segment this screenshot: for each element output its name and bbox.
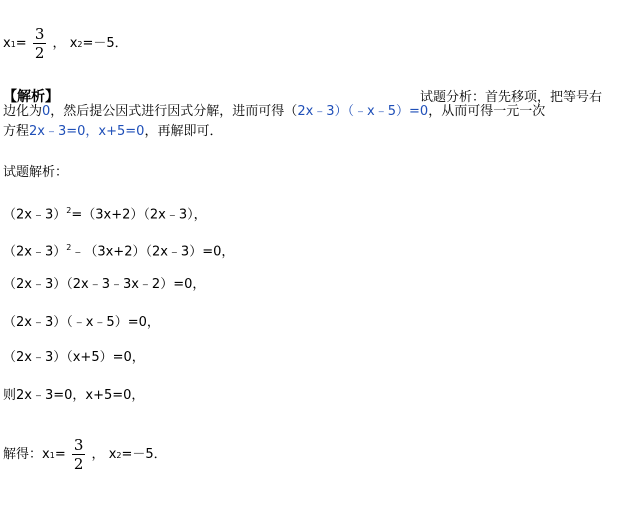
fraction-denominator: 2 (34, 44, 45, 62)
x2-variable: x (69, 36, 78, 51)
top-answer-line (3, 26, 128, 61)
x1-fraction (33, 26, 47, 61)
analysis-text: ，从而可得一元一次 (428, 104, 546, 119)
analysis-text: ，然后提公因式进行因式分解，进而可得（ (50, 104, 298, 119)
analysis-expression: 2x﹣3）（﹣x﹣5）=0 (297, 104, 429, 119)
answer-separator: ， (52, 36, 66, 51)
analysis-text: ，再解即可． (144, 124, 223, 139)
x2-value: =－5． (82, 36, 128, 51)
analysis-zero: 0 (42, 104, 51, 119)
step-superscript: 2 (66, 206, 72, 215)
solution-final-answer (3, 437, 167, 472)
x2-subscript: 2 (116, 451, 122, 460)
solution-step-6: 则2x﹣3=0，x+5=0， (3, 388, 145, 403)
x2-value: =－5． (121, 447, 167, 462)
x1-fraction (72, 437, 86, 472)
analysis-line-3 (3, 124, 222, 140)
analysis-heading: 【解析】 (3, 89, 59, 105)
step-text: （2x﹣3） (3, 207, 67, 223)
step-text: =（3x+2）（2x﹣3）， (71, 207, 207, 223)
analysis-intro-text: 试题分析：首先移项，把等号右 (420, 90, 603, 105)
solution-label: 试题解析： (3, 165, 69, 180)
x1-subscript: 1 (10, 40, 16, 49)
answer-separator: ， (91, 447, 105, 462)
step-text: （2x﹣3） (3, 244, 67, 260)
solution-step-3: （2x﹣3）（2x﹣3﹣3x﹣2）=0， (3, 277, 206, 292)
fraction-numerator: 3 (73, 436, 84, 454)
analysis-equations: 2x﹣3=0，x+5=0 (29, 124, 145, 139)
solution-step-1 (3, 203, 207, 223)
x2-subscript: 2 (77, 40, 83, 49)
step-text: ﹣（3x+2）（2x﹣3）=0， (71, 244, 235, 260)
fraction-numerator: 3 (34, 25, 45, 43)
analysis-text: 方程 (3, 124, 30, 139)
final-prefix: 解得： (3, 447, 43, 462)
analysis-line-2 (3, 104, 545, 120)
solution-step-2 (3, 240, 234, 260)
x1-variable: x (3, 36, 11, 51)
x1-variable: x (42, 447, 50, 462)
x1-equals: = (54, 447, 66, 462)
x1-subscript: 1 (49, 451, 55, 460)
solution-step-4: （2x﹣3）（﹣x﹣5）=0， (3, 315, 160, 330)
x2-variable: x (108, 447, 117, 462)
fraction-denominator: 2 (73, 455, 84, 473)
step-superscript: 2 (66, 243, 72, 252)
analysis-text: 边化为 (3, 104, 43, 119)
x1-equals: = (15, 36, 27, 51)
solution-step-5: （2x﹣3）（x+5）=0， (3, 350, 145, 365)
